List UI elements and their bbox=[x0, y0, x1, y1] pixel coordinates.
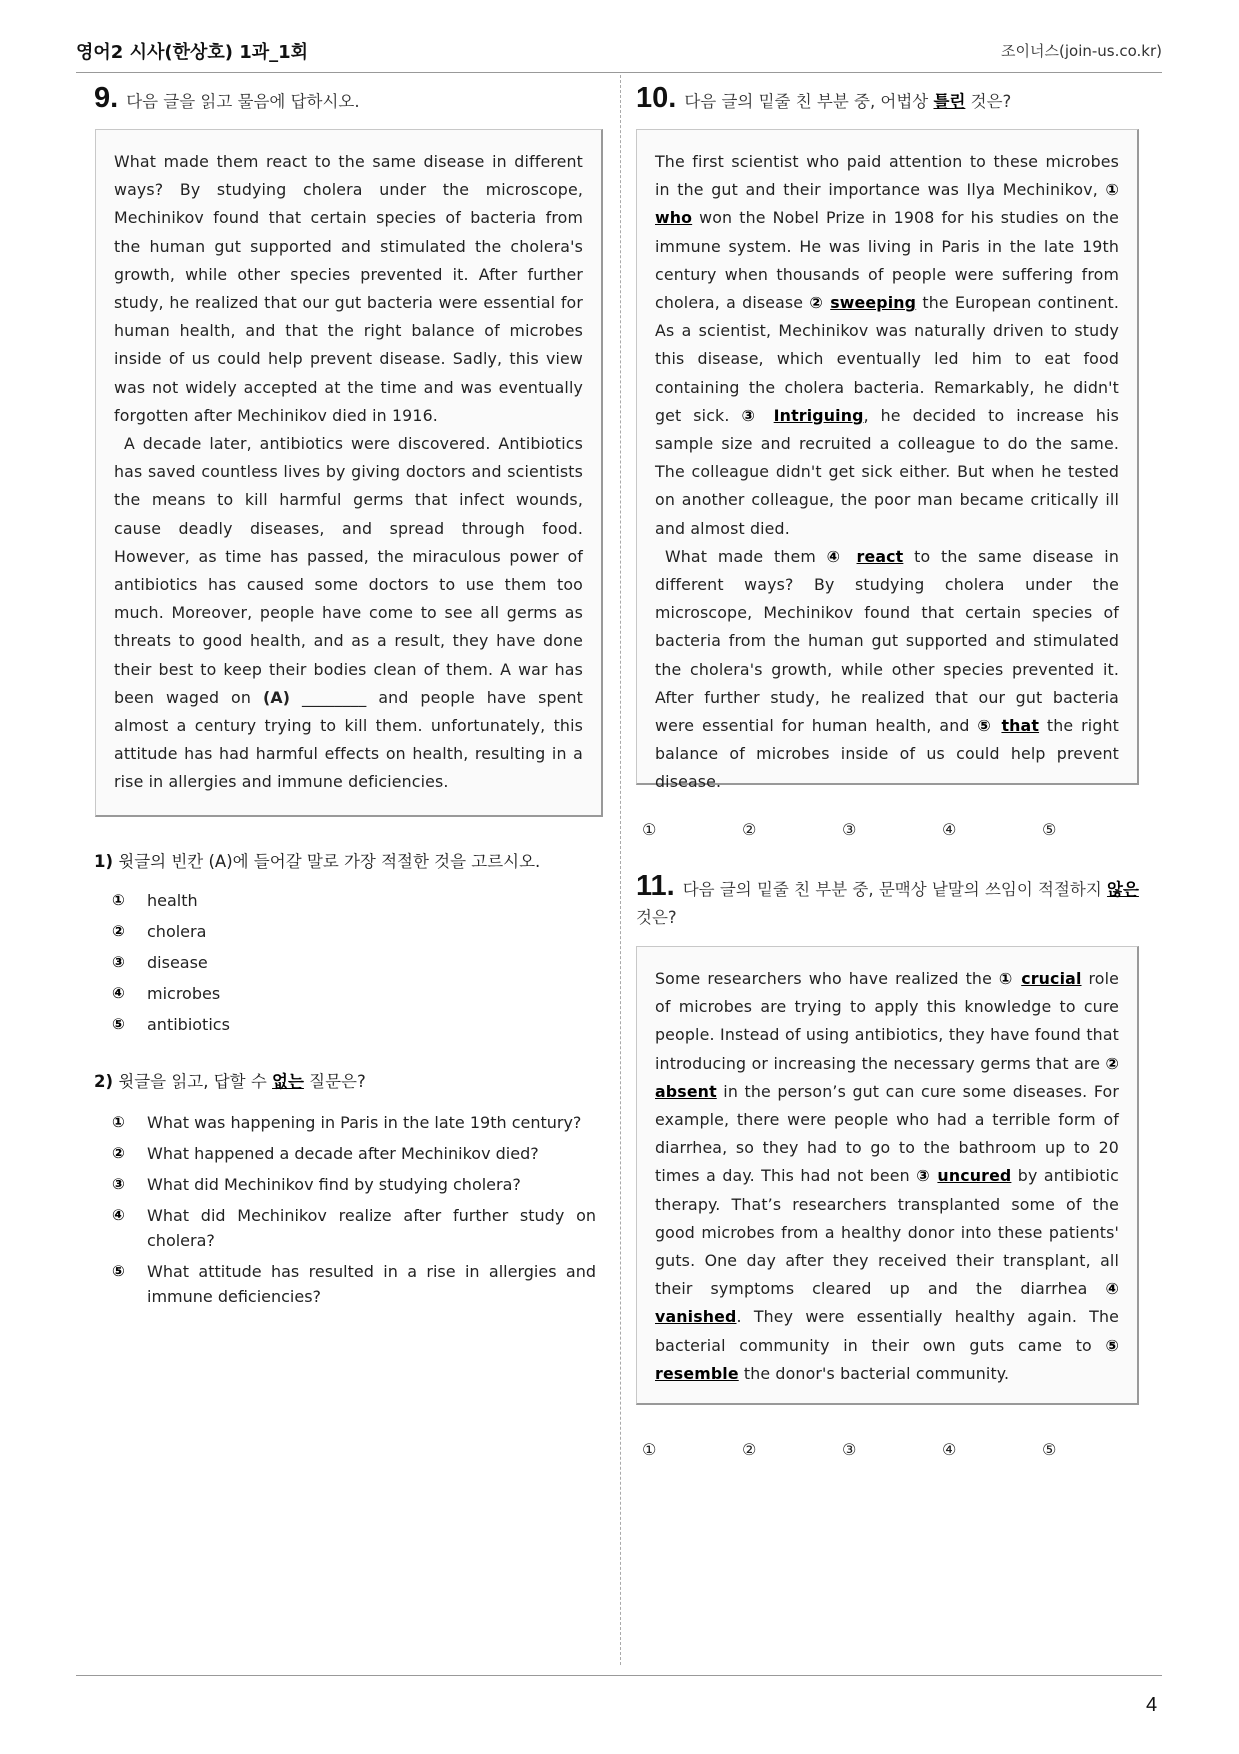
answer-choice-1[interactable]: ① bbox=[642, 820, 657, 839]
underlined-react: react bbox=[856, 546, 904, 566]
q9-heading bbox=[94, 84, 360, 116]
footer-divider bbox=[76, 1675, 1162, 1676]
option-4[interactable]: ④ What did Mechinikov realize after further study on cholera? bbox=[112, 1206, 596, 1250]
answer-choice-4[interactable]: ④ bbox=[942, 820, 957, 839]
q10-passage-box bbox=[636, 129, 1139, 792]
option-3[interactable]: ③ disease bbox=[112, 953, 208, 972]
option-2[interactable]: ② cholera bbox=[112, 922, 207, 941]
q11-number: 11. bbox=[636, 870, 675, 902]
underlined-intriguing: Intriguing bbox=[773, 405, 864, 425]
underlined-who: who bbox=[655, 208, 693, 228]
answer-choice-2[interactable]: ② bbox=[742, 820, 757, 839]
q9-sub1-prompt: 1) 윗글의 빈칸 (A)에 들어갈 말로 가장 적절한 것을 고르시오. bbox=[94, 852, 541, 871]
q11-passage-box bbox=[636, 946, 1139, 1405]
q9-passage-paragraph-2: A decade later, antibiotics were discovered. Antibiotics has saved countless lives by giving doctors and scientists the means to kill harmful germs that infect wounds, cause deadly diseases, and spread through food. However, as time has passed, the miraculous power of antibiotics has caused some doctors to use them too much. Moreover, people have come to see all germs as threats to good health, and as a result, they have done their best to keep their bodies clean of them. A war has been waged on (A) ________ and people have spent almost a century trying to kill them. unfortunately, this attitude has had harmful effects on health, resulting in a rise in allergies and immune deficiencies. bbox=[114, 434, 584, 792]
q10-passage-paragraph-2: What made them ④ react to the same disease in different ways? By studying cholera under the microscope, Mechinikov found that certain species of bacteria from the human gut supported and stimulated the cholera's growth, while other species prevented it. After further study, he realized that our gut bacteria were essential for human health, and ⑤ that the right balance of microbes inside of us could help prevent disease. bbox=[655, 546, 1119, 792]
q11-heading: 11. 다음 글의 밑줄 친 부분 중, 문맥상 낱말의 쓰임이 적절하지 않은 것은? bbox=[636, 870, 1139, 927]
answer-choice-5[interactable]: ⑤ bbox=[1042, 820, 1057, 839]
underlined-crucial: crucial bbox=[1021, 969, 1082, 988]
answer-choice-1[interactable]: ① bbox=[642, 1440, 657, 1459]
emphasis-not: 않은 bbox=[1107, 880, 1139, 899]
q11-answer-choices bbox=[642, 1440, 1142, 1459]
underlined-vanished: vanished bbox=[655, 1307, 737, 1327]
emphasis-wrong: 틀린 bbox=[933, 92, 966, 111]
option-1[interactable]: ① What was happening in Paris in the late 19th century? bbox=[112, 1113, 582, 1132]
column-divider bbox=[620, 75, 621, 1665]
q9-sub2-prompt: 2) 윗글을 읽고, 답할 수 없는 질문은? bbox=[94, 1072, 366, 1091]
blank-label: (A) bbox=[262, 687, 291, 707]
q10-number: 10. bbox=[636, 82, 677, 114]
document-title: 영어2 시사(한상호) 1과_1회 bbox=[76, 42, 309, 63]
underlined-resemble: resemble bbox=[655, 1363, 739, 1383]
answer-choice-2[interactable]: ② bbox=[742, 1440, 757, 1459]
answer-choice-4[interactable]: ④ bbox=[942, 1440, 957, 1459]
answer-choice-5[interactable]: ⑤ bbox=[1042, 1440, 1057, 1459]
q9-sub1-options bbox=[112, 888, 592, 1043]
option-5[interactable]: ⑤ What attitude has resulted in a rise in allergies and immune deficiencies? bbox=[112, 1262, 596, 1306]
blank-line: ________ bbox=[302, 687, 367, 707]
option-2[interactable]: ② What happened a decade after Mechinikov died? bbox=[112, 1144, 539, 1163]
q9-sub2-options bbox=[112, 1110, 596, 1315]
q9-passage-box bbox=[95, 129, 603, 817]
q10-passage-paragraph-1: The first scientist who paid attention to these microbes in the gut and their importance was Ilya Mechinikov, ① who won the Nobel Prize in 1908 for his studies on the immune system. He was living in Paris in the late 19th century when thousands of people were suffering from cholera, a disease ② sweeping the European continent. As a scientist, Mechinikov was naturally driven to study this disease, which eventually led him to eat food containing the cholera bacteria. Remarkably, he didn't get sick. ③ Intriguing, he decided to increase his sample size and recruited a colleague to do the same. The colleague didn't get sick either. But when he tested on another colleague, the poor man became critically ill and almost died. bbox=[655, 152, 1120, 538]
q10-heading: 10. 다음 글의 밑줄 친 부분 중, 어법상 틀린 것은? bbox=[636, 82, 1012, 114]
q9-number: 9. bbox=[94, 82, 119, 114]
underlined-absent: absent bbox=[655, 1081, 717, 1101]
answer-choice-3[interactable]: ③ bbox=[842, 1440, 857, 1459]
page-number: 4 bbox=[1146, 1694, 1158, 1716]
emphasis-none: 없는 bbox=[272, 1072, 304, 1091]
option-1[interactable]: ① health bbox=[112, 891, 198, 910]
q11-passage-paragraph: Some researchers who have realized the ① crucial role of microbes are trying to apply this knowledge to cure people. Instead of using antibiotics, they have found that introducing or increasing the necessary germs that are ② absent in the person’s gut can cure some diseases. For example, there were people who had a terrible form of diarrhea, so they had to go to the bathroom up to 20 times a day. This had not been ③ uncured by antibiotic therapy. That’s researchers transplanted some of the good microbes from a healthy donor into these patients' guts. One day after they received their transplant, all their symptoms cleared up and the diarrhea ④ vanished. They were essentially healthy again. The bacterial community in their own guts came to ⑤ resemble the donor's bacterial community. bbox=[655, 969, 1120, 1383]
q10-answer-choices bbox=[642, 820, 1142, 839]
answer-choice-3[interactable]: ③ bbox=[842, 820, 857, 839]
page-header bbox=[76, 38, 1162, 73]
underlined-sweeping: sweeping bbox=[830, 293, 917, 313]
q9-passage-paragraph-1: What made them react to the same disease in different ways? By studying cholera under the microscope, Mechinikov found that certain species of bacteria from the human gut supported and stimulated the cholera's growth, while other species prevented it. After further study, he realized that our gut bacteria were essential for human health, and that the right balance of microbes inside of us could help prevent disease. Sadly, this view was not widely accepted at the time and was eventually forgotten after Mechinikov died in 1916. bbox=[114, 152, 583, 425]
q9-prompt: 다음 글을 읽고 물음에 답하시오. bbox=[126, 92, 360, 111]
option-4[interactable]: ④ microbes bbox=[112, 984, 221, 1003]
publisher-site: 조이너스(join-us.co.kr) bbox=[1001, 42, 1162, 60]
option-3[interactable]: ③ What did Mechinikov find by studying cholera? bbox=[112, 1175, 521, 1194]
option-5[interactable]: ⑤ antibiotics bbox=[112, 1015, 230, 1034]
underlined-that: that bbox=[1001, 716, 1040, 736]
underlined-uncured: uncured bbox=[937, 1166, 1012, 1186]
